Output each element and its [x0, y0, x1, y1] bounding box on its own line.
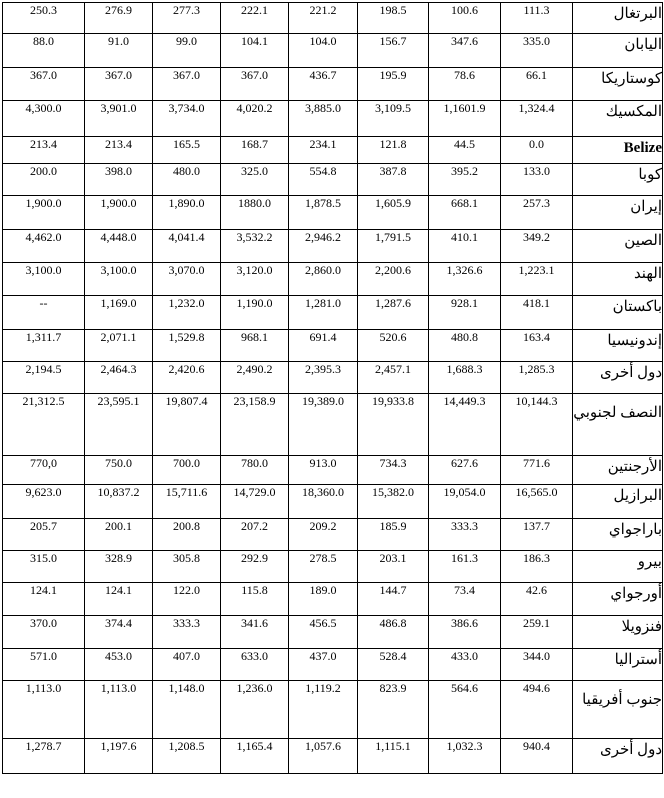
value-cell: 73.4	[429, 583, 501, 616]
value-cell: 15,382.0	[358, 485, 429, 519]
country-name-cell: جنوب أفريقيا	[573, 681, 663, 739]
value-cell: 1,165.4	[221, 739, 289, 774]
value-cell: 456.5	[289, 616, 358, 649]
value-cell: 1,232.0	[153, 296, 221, 330]
value-cell: 161.3	[429, 551, 501, 583]
data-table	[2, 2, 663, 774]
value-cell: 750.0	[85, 456, 153, 485]
value-cell: 1,324.4	[501, 101, 573, 137]
value-cell: 1,900.0	[3, 196, 85, 230]
table-row	[3, 296, 663, 330]
value-cell: 3,109.5	[358, 101, 429, 137]
value-cell: 968.1	[221, 330, 289, 362]
value-cell: 1,900.0	[85, 196, 153, 230]
value-cell: 1,605.9	[358, 196, 429, 230]
value-cell: 100.6	[429, 3, 501, 34]
value-cell: 1,281.0	[289, 296, 358, 330]
value-cell: 165.5	[153, 137, 221, 164]
table-row	[3, 68, 663, 101]
value-cell: 278.5	[289, 551, 358, 583]
country-name-cell: إندونيسيا	[573, 330, 663, 362]
value-cell: 1,115.1	[358, 739, 429, 774]
value-cell: 328.9	[85, 551, 153, 583]
value-cell: 19,933.8	[358, 394, 429, 456]
value-cell: 633.0	[221, 649, 289, 681]
value-cell: 1,890.0	[153, 196, 221, 230]
country-name-cell: الأرجنتين	[573, 456, 663, 485]
value-cell: 335.0	[501, 34, 573, 68]
value-cell: 23,595.1	[85, 394, 153, 456]
value-cell: 1,285.3	[501, 362, 573, 394]
value-cell: 325.0	[221, 164, 289, 196]
value-cell: 2,200.6	[358, 263, 429, 296]
value-cell: 1,236.0	[221, 681, 289, 739]
value-cell: --	[3, 296, 85, 330]
value-cell: 554.8	[289, 164, 358, 196]
value-cell: 437.0	[289, 649, 358, 681]
value-cell: 2,457.1	[358, 362, 429, 394]
country-name-cell: باكستان	[573, 296, 663, 330]
table-row	[3, 616, 663, 649]
value-cell: 433.0	[429, 649, 501, 681]
value-cell: 19,054.0	[429, 485, 501, 519]
value-cell: 1,688.3	[429, 362, 501, 394]
value-cell: 734.3	[358, 456, 429, 485]
value-cell: 1,278.7	[3, 739, 85, 774]
value-cell: 292.9	[221, 551, 289, 583]
value-cell: 3,734.0	[153, 101, 221, 137]
country-name-cell: الصين	[573, 230, 663, 263]
table-row	[3, 34, 663, 68]
value-cell: 111.3	[501, 3, 573, 34]
value-cell: 2,395.3	[289, 362, 358, 394]
value-cell: 124.1	[3, 583, 85, 616]
value-cell: 2,946.2	[289, 230, 358, 263]
value-cell: 1,287.6	[358, 296, 429, 330]
value-cell: 1,148.0	[153, 681, 221, 739]
value-cell: 221.2	[289, 3, 358, 34]
table-row	[3, 101, 663, 137]
value-cell: 305.8	[153, 551, 221, 583]
table-body	[3, 3, 663, 774]
value-cell: 486.8	[358, 616, 429, 649]
value-cell: 1,113.0	[85, 681, 153, 739]
value-cell: 121.8	[358, 137, 429, 164]
country-name-cell: فنزويلا	[573, 616, 663, 649]
value-cell: 42.6	[501, 583, 573, 616]
value-cell: 144.7	[358, 583, 429, 616]
value-cell: 2,071.1	[85, 330, 153, 362]
country-name-cell: دول أخرى	[573, 739, 663, 774]
value-cell: 940.4	[501, 739, 573, 774]
table-row	[3, 164, 663, 196]
table-row	[3, 3, 663, 34]
value-cell: 10,144.3	[501, 394, 573, 456]
value-cell: 0.0	[501, 137, 573, 164]
value-cell: 3,532.2	[221, 230, 289, 263]
value-cell: 200.0	[3, 164, 85, 196]
value-cell: 257.3	[501, 196, 573, 230]
value-cell: 494.6	[501, 681, 573, 739]
value-cell: 771.6	[501, 456, 573, 485]
value-cell: 571.0	[3, 649, 85, 681]
value-cell: 3,885.0	[289, 101, 358, 137]
value-cell: 124.1	[85, 583, 153, 616]
table-row	[3, 649, 663, 681]
value-cell: 133.0	[501, 164, 573, 196]
value-cell: 1,223.1	[501, 263, 573, 296]
value-cell: 370.0	[3, 616, 85, 649]
value-cell: 349.2	[501, 230, 573, 263]
country-name-cell: أورجواي	[573, 583, 663, 616]
value-cell: 3,070.0	[153, 263, 221, 296]
country-name-cell: اليابان	[573, 34, 663, 68]
value-cell: 44.5	[429, 137, 501, 164]
value-cell: 163.4	[501, 330, 573, 362]
value-cell: 4,041.4	[153, 230, 221, 263]
value-cell: 78.6	[429, 68, 501, 101]
value-cell: 333.3	[153, 616, 221, 649]
value-cell: 122.0	[153, 583, 221, 616]
value-cell: 156.7	[358, 34, 429, 68]
value-cell: 1880.0	[221, 196, 289, 230]
value-cell: 19,807.4	[153, 394, 221, 456]
value-cell: 1,197.6	[85, 739, 153, 774]
value-cell: 395.2	[429, 164, 501, 196]
value-cell: 9,623.0	[3, 485, 85, 519]
table-row	[3, 739, 663, 774]
table-row	[3, 519, 663, 551]
table-row	[3, 681, 663, 739]
value-cell: 2,490.2	[221, 362, 289, 394]
value-cell: 691.4	[289, 330, 358, 362]
country-name-cell: الهند	[573, 263, 663, 296]
value-cell: 374.4	[85, 616, 153, 649]
country-name-cell: باراجواي	[573, 519, 663, 551]
value-cell: 913.0	[289, 456, 358, 485]
value-cell: 1,113.0	[3, 681, 85, 739]
value-cell: 528.4	[358, 649, 429, 681]
value-cell: 2,464.3	[85, 362, 153, 394]
value-cell: 4,020.2	[221, 101, 289, 137]
value-cell: 770,0	[3, 456, 85, 485]
table-row	[3, 362, 663, 394]
value-cell: 115.8	[221, 583, 289, 616]
value-cell: 4,300.0	[3, 101, 85, 137]
value-cell: 200.1	[85, 519, 153, 551]
value-cell: 480.0	[153, 164, 221, 196]
table-row	[3, 137, 663, 164]
value-cell: 207.2	[221, 519, 289, 551]
value-cell: 1,032.3	[429, 739, 501, 774]
country-name-cell: بيرو	[573, 551, 663, 583]
value-cell: 453.0	[85, 649, 153, 681]
value-cell: 367.0	[221, 68, 289, 101]
value-cell: 168.7	[221, 137, 289, 164]
country-name-cell: البرتغال	[573, 3, 663, 34]
value-cell: 19,389.0	[289, 394, 358, 456]
value-cell: 213.4	[3, 137, 85, 164]
country-name-cell: إيران	[573, 196, 663, 230]
country-name-cell: Belize	[573, 137, 663, 164]
value-cell: 15,711.6	[153, 485, 221, 519]
value-cell: 1,208.5	[153, 739, 221, 774]
value-cell: 418.1	[501, 296, 573, 330]
value-cell: 1,057.6	[289, 739, 358, 774]
value-cell: 205.7	[3, 519, 85, 551]
value-cell: 436.7	[289, 68, 358, 101]
value-cell: 344.0	[501, 649, 573, 681]
value-cell: 137.7	[501, 519, 573, 551]
value-cell: 10,837.2	[85, 485, 153, 519]
value-cell: 88.0	[3, 34, 85, 68]
value-cell: 195.9	[358, 68, 429, 101]
value-cell: 186.3	[501, 551, 573, 583]
value-cell: 315.0	[3, 551, 85, 583]
value-cell: 520.6	[358, 330, 429, 362]
value-cell: 700.0	[153, 456, 221, 485]
value-cell: 1,190.0	[221, 296, 289, 330]
table-row	[3, 196, 663, 230]
value-cell: 398.0	[85, 164, 153, 196]
table-row	[3, 583, 663, 616]
table-row	[3, 263, 663, 296]
value-cell: 14,729.0	[221, 485, 289, 519]
value-cell: 386.6	[429, 616, 501, 649]
value-cell: 104.0	[289, 34, 358, 68]
value-cell: 277.3	[153, 3, 221, 34]
value-cell: 2,194.5	[3, 362, 85, 394]
country-name-cell: النصف لجنوبي	[573, 394, 663, 456]
value-cell: 367.0	[153, 68, 221, 101]
country-name-cell: دول أخرى	[573, 362, 663, 394]
value-cell: 189.0	[289, 583, 358, 616]
country-name-cell: أستراليا	[573, 649, 663, 681]
value-cell: 222.1	[221, 3, 289, 34]
value-cell: 2,860.0	[289, 263, 358, 296]
value-cell: 250.3	[3, 3, 85, 34]
value-cell: 367.0	[3, 68, 85, 101]
value-cell: 14,449.3	[429, 394, 501, 456]
value-cell: 823.9	[358, 681, 429, 739]
value-cell: 3,120.0	[221, 263, 289, 296]
value-cell: 23,158.9	[221, 394, 289, 456]
value-cell: 259.1	[501, 616, 573, 649]
table-row	[3, 551, 663, 583]
value-cell: 387.8	[358, 164, 429, 196]
value-cell: 564.6	[429, 681, 501, 739]
value-cell: 18,360.0	[289, 485, 358, 519]
value-cell: 1,169.0	[85, 296, 153, 330]
value-cell: 276.9	[85, 3, 153, 34]
value-cell: 341.6	[221, 616, 289, 649]
value-cell: 4,462.0	[3, 230, 85, 263]
value-cell: 1,119.2	[289, 681, 358, 739]
value-cell: 1,326.6	[429, 263, 501, 296]
value-cell: 185.9	[358, 519, 429, 551]
value-cell: 1,311.7	[3, 330, 85, 362]
value-cell: 198.5	[358, 3, 429, 34]
country-name-cell: المكسيك	[573, 101, 663, 137]
value-cell: 1,791.5	[358, 230, 429, 263]
country-name-cell: كوبا	[573, 164, 663, 196]
value-cell: 3,100.0	[3, 263, 85, 296]
value-cell: 16,565.0	[501, 485, 573, 519]
value-cell: 203.1	[358, 551, 429, 583]
value-cell: 99.0	[153, 34, 221, 68]
value-cell: 3,100.0	[85, 263, 153, 296]
value-cell: 407.0	[153, 649, 221, 681]
value-cell: 347.6	[429, 34, 501, 68]
value-cell: 66.1	[501, 68, 573, 101]
value-cell: 928.1	[429, 296, 501, 330]
value-cell: 234.1	[289, 137, 358, 164]
value-cell: 410.1	[429, 230, 501, 263]
value-cell: 668.1	[429, 196, 501, 230]
value-cell: 780.0	[221, 456, 289, 485]
value-cell: 4,448.0	[85, 230, 153, 263]
value-cell: 2,420.6	[153, 362, 221, 394]
value-cell: 209.2	[289, 519, 358, 551]
value-cell: 3,901.0	[85, 101, 153, 137]
value-cell: 333.3	[429, 519, 501, 551]
table-row	[3, 485, 663, 519]
value-cell: 627.6	[429, 456, 501, 485]
value-cell: 480.8	[429, 330, 501, 362]
value-cell: 1,1601.9	[429, 101, 501, 137]
table-row	[3, 230, 663, 263]
table-row	[3, 456, 663, 485]
value-cell: 21,312.5	[3, 394, 85, 456]
value-cell: 1,529.8	[153, 330, 221, 362]
value-cell: 367.0	[85, 68, 153, 101]
value-cell: 104.1	[221, 34, 289, 68]
value-cell: 213.4	[85, 137, 153, 164]
country-name-cell: كوستاريكا	[573, 68, 663, 101]
value-cell: 1,878.5	[289, 196, 358, 230]
table-row	[3, 330, 663, 362]
value-cell: 91.0	[85, 34, 153, 68]
country-name-cell: البرازيل	[573, 485, 663, 519]
value-cell: 200.8	[153, 519, 221, 551]
table-row	[3, 394, 663, 456]
